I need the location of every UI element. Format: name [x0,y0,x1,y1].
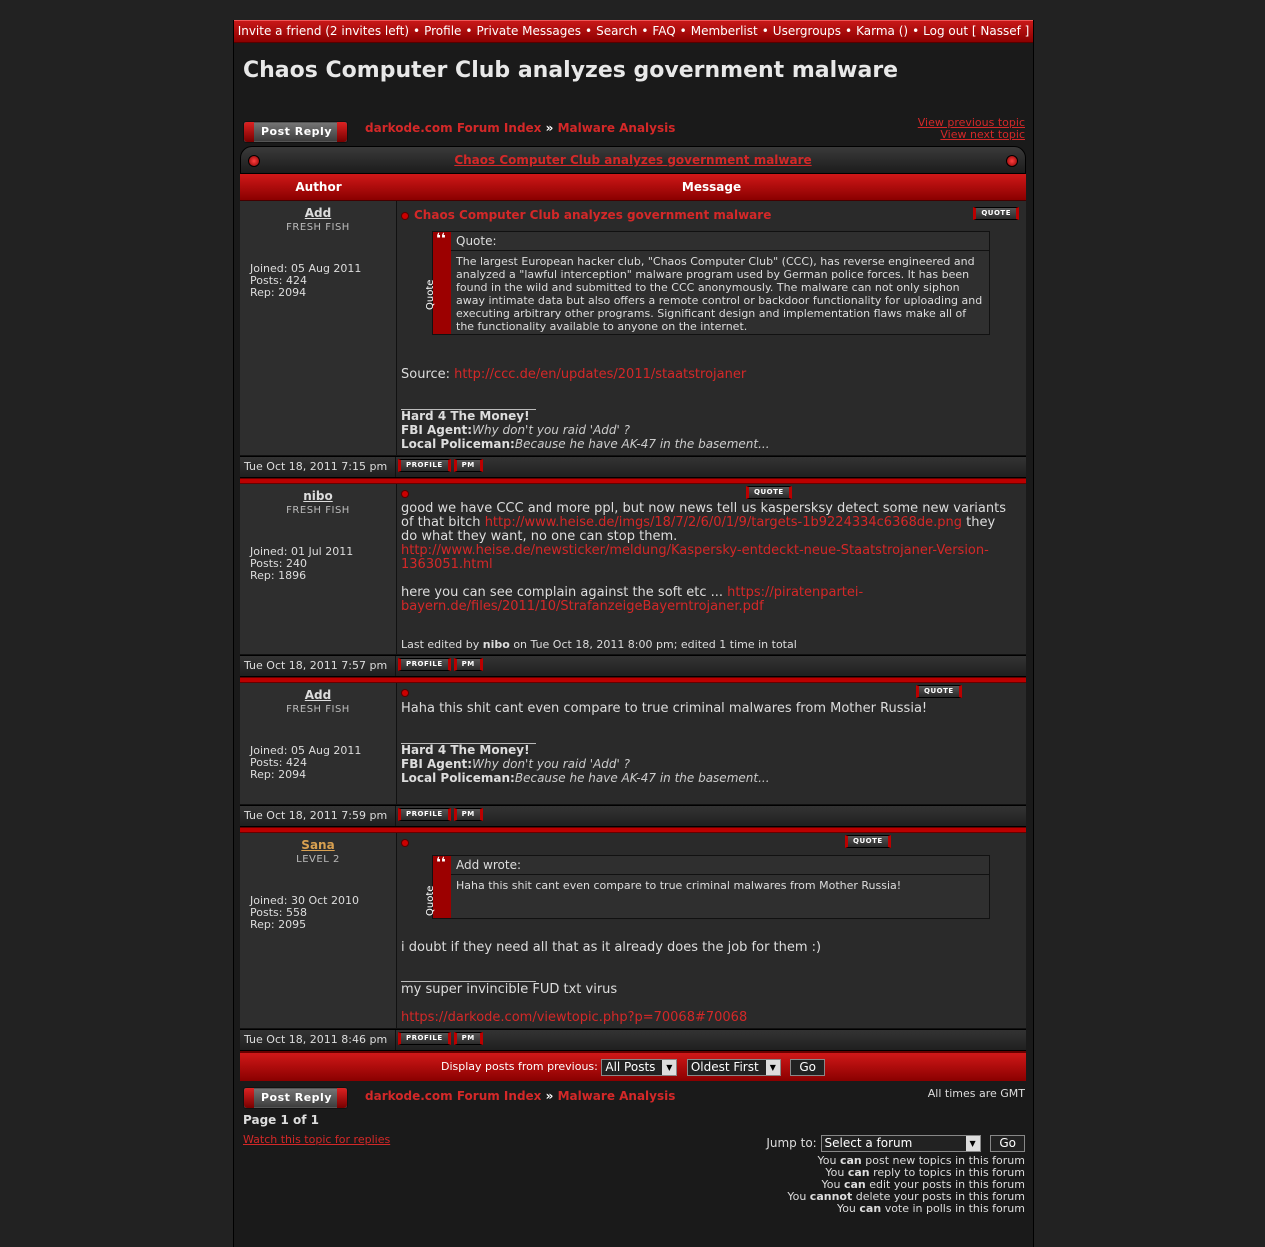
chevron-down-icon: ▼ [662,1060,676,1075]
jump-to-label: Jump to: [766,1136,817,1150]
forum-permissions: You can post new topics in this forum You can reply to topics in this forum You can edit your posts in this forum You cannot delete your posts in this forum You can vote in polls in this forum [787,1154,1025,1215]
source-line: Source: http://ccc.de/en/updates/2011/staatstrojaner [401,367,747,382]
post-3 [240,683,1026,805]
post-author-stats: Joined: 30 Oct 2010 Posts: 558 Rep: 2095 [250,894,359,931]
post-author-stats: Joined: 05 Aug 2011 Posts: 424 Rep: 2094 [250,744,362,781]
timezone-note: All times are GMT [927,1087,1025,1100]
post-1 [240,201,1026,456]
profile-button[interactable]: PROFILE [398,459,451,472]
chevron-down-icon: ▼ [966,1136,980,1151]
signature-text: my super invincible FUD txt virus [401,982,618,997]
breadcrumb-forum-index[interactable]: darkode.com Forum Index [365,1089,542,1103]
quote-text: The largest European hacker club, "Chaos Computer Club" (CCC), has reverse engineered and analyzed a "lawful interception" malware program used by German police forces. It has been found in the wild and submitted to the CCC anonymously. The malware can not only siphon away intimate data but also offers a remote control or backdoor functionality for uploading and executing arbitrary other programs. Significant design and implementation flaws make all of the functionality available to anyone on the internet. [456,255,983,333]
post-message [397,683,1026,804]
edit-note: Last edited by nibo on Tue Oct 18, 2011 8:00 pm; edited 1 time in total [401,638,797,651]
post-author-stats: Joined: 01 Jul 2011 Posts: 240 Rep: 1896 [250,545,354,582]
watch-topic-link[interactable]: Watch this topic for replies [243,1133,391,1146]
topic-table [240,146,1026,1081]
quote-text: Haha this shit cant even compare to true criminal malwares from Mother Russia! [456,879,902,892]
view-next-topic-link[interactable]: View next topic [940,128,1025,141]
quote-button[interactable]: QUOTE [845,835,891,848]
page-title: Chaos Computer Club analyzes government malware [243,58,899,83]
quote-block: ❛❛ Quote Add wrote: Haha this shit cant even compare to true criminal malwares from Mother Russia! [432,855,990,919]
post-link[interactable]: http://www.heise.de/newsticker/meldung/Kaspersky-entdeckt-neue-Staatstrojaner-Version-1363051.html [401,543,989,572]
post-body: i doubt if they need all that as it already does the job for them :) [401,940,822,955]
nav-private-messages[interactable]: Private Messages [476,24,581,38]
post-body: here you can see complain against the soft etc ... https://piratenpartei-bayern.de/files/2011/10/StrafanzeigeBayerntrojaner.pdf [401,585,864,614]
post-link[interactable]: http://www.heise.de/imgs/18/7/2/6/0/1/9/targets-1b9224334c6368de.png [484,515,963,530]
signature: Hard 4 The Money! FBI Agent:Why don't you raid 'Add' ? Local Policeman:Because he have AK-47 in the basement... [401,743,770,785]
post-body: good we have CCC and more ppl, but now news tell us kaspersksy detect some new variants of that bitch http://www.heise.de/imgs/18/7/2/6/0/1/9/targets-1b9224334c6368de.png they do what they want, no one can stop them. http://www.heise.de/newsticker/meldung/Kaspersky-entdeckt-neue-Staatstrojaner-Version-1363051.html [401,501,1006,572]
post-reply-button[interactable]: Post Reply [243,121,348,143]
post-2 [240,484,1026,655]
post-author-name[interactable]: Add [304,206,332,220]
display-label: Display posts from previous: [441,1060,598,1073]
quote-header: Quote: [451,232,989,251]
post-message [397,833,1026,1028]
breadcrumb-forum-index[interactable]: darkode.com Forum Index [365,121,542,135]
profile-button[interactable]: PROFILE [398,808,451,821]
nav-profile[interactable]: Profile [424,24,462,38]
post-author-rank: LEVEL 2 [296,854,340,865]
nav-usergroups[interactable]: Usergroups [772,24,842,38]
post-footer [240,1029,1026,1051]
profile-button[interactable]: PROFILE [398,658,451,671]
source-link[interactable]: http://ccc.de/en/updates/2011/staatstrojaner [454,367,747,382]
post-date: Tue Oct 18, 2011 7:59 pm [240,806,396,826]
nav-invite[interactable]: Invite a friend (2 invites left) [237,24,410,38]
post-author-panel [240,201,397,455]
sort-order-select[interactable]: Oldest First ▼ [687,1059,781,1076]
pm-button[interactable]: PM [454,459,483,472]
pm-button[interactable]: PM [454,1032,483,1045]
post-author-name[interactable]: nibo [303,489,333,503]
breadcrumb-malware-analysis[interactable]: Malware Analysis [557,1089,676,1103]
nav-logout[interactable]: Log out [ Nassef ] [923,24,1030,38]
post-message [397,201,1026,455]
post-reply-button[interactable]: Post Reply [243,1087,348,1109]
post-author-panel [240,484,397,654]
post-4 [240,833,1026,1029]
post-bullet-icon [402,690,408,696]
post-author-rank: FRESH FISH [286,505,350,516]
top-navigation: Invite a friend (2 invites left) • Profile • Private Messages • Search • FAQ • Memberlist • Usergroups • Karma () • Log out [ Nassef ] [234,20,1033,43]
pm-button[interactable]: PM [454,808,483,821]
post-author-name[interactable]: Sana [301,838,335,852]
page-count: Page 1 of 1 [243,1113,319,1127]
table-header [240,174,1026,201]
post-author-panel [240,833,397,1028]
quote-button[interactable]: QUOTE [916,685,962,698]
nav-search[interactable]: Search [596,24,638,38]
post-footer [240,655,1026,677]
message-column-header: Message [681,180,742,194]
nav-faq[interactable]: FAQ [652,24,676,38]
post-subject: Chaos Computer Club analyzes government malware [402,208,771,222]
nav-karma[interactable]: Karma () [856,24,909,38]
quote-button[interactable]: QUOTE [973,207,1019,220]
display-go-button[interactable]: Go [790,1059,825,1076]
bullet-icon [248,155,260,167]
posts-range-select[interactable]: All Posts ▼ [601,1059,677,1076]
post-bullet-icon [402,491,408,497]
post-date: Tue Oct 18, 2011 8:46 pm [240,1030,396,1050]
bullet-icon [1006,155,1018,167]
post-date: Tue Oct 18, 2011 7:15 pm [240,457,396,477]
jump-to-select[interactable]: Select a forum ▼ [821,1135,981,1152]
post-author-stats: Joined: 05 Aug 2011 Posts: 424 Rep: 2094 [250,262,362,299]
quote-block: ❛❛ Quote Quote: The largest European hacker club, "Chaos Computer Club" (CCC), has reverse engineered and analyzed a "lawful interception" malware program used by German police forces. It has been found in the wild and submitted to the CCC anonymously. The malware can not only siphon away intimate data but also offers a remote control or backdoor functionality for uploading and executing arbitrary other programs. Significant design and implementation flaws make all of the functionality available to anyone on the internet. [432,231,990,335]
post-body: Haha this shit cant even compare to true criminal malwares from Mother Russia! [401,701,928,716]
post-author-panel [240,683,397,804]
post-author-rank: FRESH FISH [286,704,350,715]
post-author-name[interactable]: Add [304,688,332,702]
post-author-rank: FRESH FISH [286,222,350,233]
nav-memberlist[interactable]: Memberlist [690,24,758,38]
topic-title-link[interactable]: Chaos Computer Club analyzes government malware [454,153,812,167]
quote-marks-icon: ❛❛ [436,231,446,247]
breadcrumb: darkode.com Forum Index » Malware Analysis [365,1089,676,1103]
profile-button[interactable]: PROFILE [398,1032,451,1045]
chevron-down-icon: ▼ [766,1060,780,1075]
quote-marks-icon: ❛❛ [436,855,446,871]
post-date: Tue Oct 18, 2011 7:57 pm [240,656,396,676]
author-column-header: Author [295,180,342,194]
view-previous-topic-link[interactable]: View previous topic [917,116,1025,129]
topic-navigation [918,117,1025,141]
post-bullet-icon [402,840,408,846]
jump-go-button[interactable]: Go [990,1135,1025,1152]
signature: Hard 4 The Money! FBI Agent:Why don't you raid 'Add' ? Local Policeman:Because he have AK-47 in the basement... [401,409,770,451]
signature-link[interactable]: https://darkode.com/viewtopic.php?p=70068#70068 [401,1010,748,1025]
topic-title-bar [240,146,1026,174]
breadcrumb: darkode.com Forum Index » Malware Analysis [365,121,676,135]
post-bullet-icon [402,213,408,219]
quote-button[interactable]: QUOTE [746,486,792,499]
pm-button[interactable]: PM [454,658,483,671]
display-options-bar [240,1051,1026,1081]
post-footer [240,805,1026,827]
post-message [397,484,1026,654]
post-link[interactable]: https://piratenpartei-bayern.de/files/2011/10/StrafanzeigeBayerntrojaner.pdf [401,585,864,614]
post-footer [240,456,1026,478]
jump-to [766,1135,1025,1152]
breadcrumb-malware-analysis[interactable]: Malware Analysis [557,121,676,135]
page-container [233,20,1034,1247]
quote-header: Add wrote: [451,856,989,875]
